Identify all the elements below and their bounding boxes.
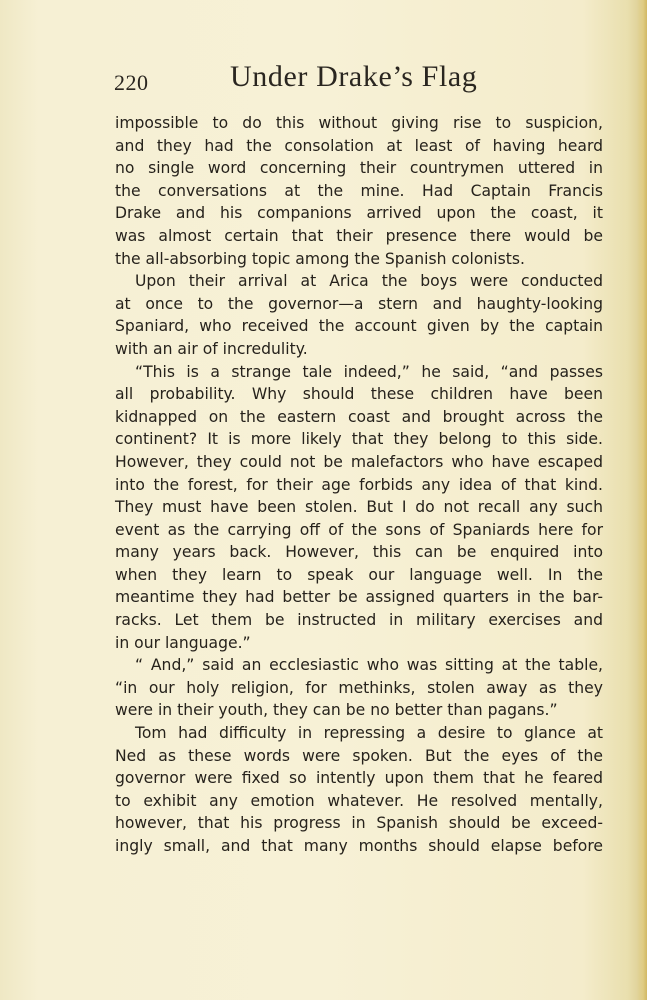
text-line: Spaniard, who received the account given by the captain (115, 317, 603, 336)
text-line: impossible to do this without giving rise to suspicion, (115, 114, 603, 132)
text-line: all probability. Why should these children have been (115, 385, 603, 404)
text-line: were in their youth, they can be no better than pagans.” (115, 701, 558, 720)
text-line: “ And,” said an ecclesiastic who was sitting at the table, (135, 656, 603, 675)
text-line: the all-absorbing topic among the Spanish colonists. (115, 249, 525, 268)
running-title: Under Drake’s Flag (230, 60, 478, 93)
text-line: kidnapped on the eastern coast and brought across the (115, 407, 603, 426)
text-line: governor were fixed so intently upon them that he feared (115, 769, 603, 788)
text-line: when they learn to speak our language well. In the (115, 565, 603, 584)
text-line: Ned as these words were spoken. But the eyes of the (115, 746, 603, 765)
text-line: However, they could not be malefactors who have escaped (115, 452, 603, 471)
text-line: the conversations at the mine. Had Captain Francis (115, 181, 603, 200)
text-line: however, that his progress in Spanish should be exceed- (115, 814, 603, 833)
text-line: ingly small, and that many months should elapse before (115, 837, 603, 855)
text-line: at once to the governor—a stern and haughty-looking (115, 294, 603, 313)
text-line: Upon their arrival at Arica the boys were conducted (135, 272, 603, 291)
page-edge-shading (637, 0, 647, 1000)
text-line: They must have been stolen. But I do not recall any such (115, 498, 603, 517)
page-header (0, 60, 647, 100)
page-number: 220 (114, 70, 149, 95)
text-line: event as the carrying off of the sons of Spaniards here for (115, 520, 603, 539)
body-text (115, 112, 603, 858)
text-line: in our language.” (115, 633, 251, 652)
text-line: many years back. However, this can be enquired into (115, 543, 603, 562)
text-line: “This is a strange tale indeed,” he said, “and passes (135, 362, 603, 381)
text-line: into the forest, for their age forbids any idea of that kind. (115, 475, 603, 494)
text-line: racks. Let them be instructed in military exercises and (115, 611, 603, 630)
text-line: “in our holy religion, for methinks, stolen away as they (115, 678, 603, 697)
text-line: Drake and his companions arrived upon the coast, it (115, 204, 603, 223)
text-line: to exhibit any emotion whatever. He resolved mentally, (115, 791, 603, 810)
text-line: Tom had difficulty in repressing a desire to glance at (135, 724, 603, 743)
text-line: no single word concerning their countrymen uttered in (115, 159, 603, 178)
text-line: was almost certain that their presence there would be (115, 226, 603, 245)
text-line: meantime they had better be assigned quarters in the bar- (115, 588, 603, 607)
text-line: and they had the consolation at least of having heard (115, 136, 603, 155)
text-line: with an air of incredulity. (115, 339, 308, 358)
text-line: continent? It is more likely that they belong to this side. (115, 430, 603, 449)
